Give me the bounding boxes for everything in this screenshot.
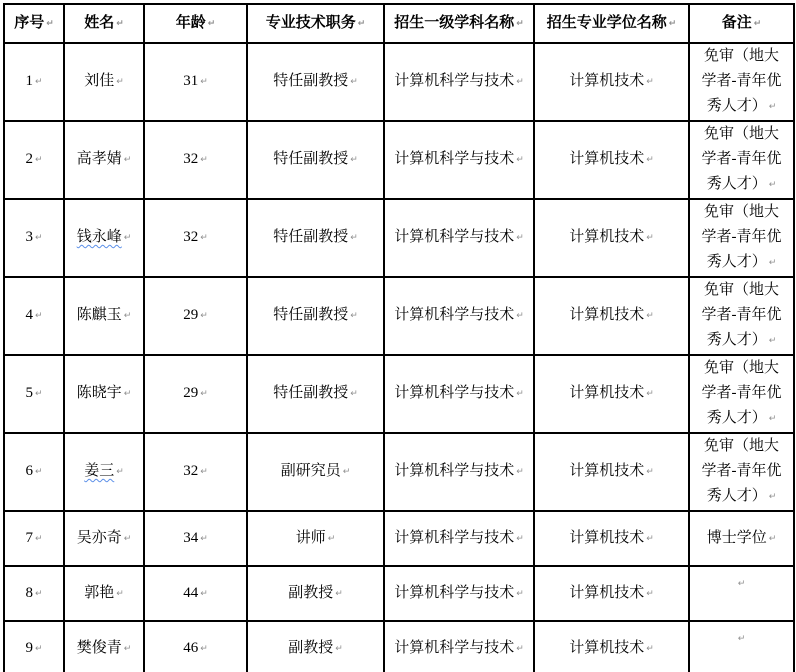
cell-end-mark: ↵: [768, 336, 777, 346]
cell-end-mark: ↵: [646, 588, 654, 599]
cell-end-mark: ↵: [753, 18, 762, 29]
cell-remark[interactable]: [689, 511, 794, 566]
cell-end-mark: ↵: [200, 155, 208, 165]
cell-end-mark: ↵: [350, 155, 358, 165]
cell-end-mark: ↵: [123, 533, 132, 544]
cell-end-mark: ↵: [207, 18, 216, 29]
cell-end-mark: ↵: [646, 155, 654, 165]
title-value: 特任副教授: [273, 229, 349, 245]
title-value: 副研究员: [280, 463, 341, 479]
column-header-name[interactable]: [64, 4, 144, 43]
degree-value: 计算机技术: [569, 463, 645, 479]
cell-end-mark: ↵: [34, 467, 43, 477]
cell-age[interactable]: [144, 199, 247, 277]
cell-age[interactable]: [144, 277, 247, 355]
remark-value: 免审（地大学者-青年优秀人才）: [701, 438, 782, 504]
column-header-label: 姓名: [84, 14, 115, 31]
column-header-label: 年龄: [175, 14, 206, 31]
name-value: 高孝婧: [76, 151, 122, 167]
column-header-label: 序号: [14, 14, 45, 31]
cell-end-mark: ↵: [335, 588, 343, 599]
column-header-label: 备注: [721, 14, 752, 31]
cell-end-mark: ↵: [200, 77, 208, 87]
remark-text: [700, 200, 784, 276]
cell-end-mark: ↵: [737, 634, 746, 644]
cell-end-mark: ↵: [123, 311, 132, 321]
cell-name[interactable]: [64, 43, 144, 121]
cell-end-mark: ↵: [646, 467, 654, 477]
cell-end-mark: ↵: [46, 18, 54, 29]
cell-end-mark: ↵: [34, 389, 43, 399]
cell-end-mark: ↵: [200, 467, 208, 477]
no-value: 6: [25, 463, 33, 479]
cell-end-mark: ↵: [646, 77, 654, 87]
cell-age[interactable]: [144, 121, 247, 199]
cell-end-mark: ↵: [357, 18, 366, 29]
no-value: 2: [25, 151, 33, 167]
cell-end-mark: ↵: [350, 389, 358, 399]
cell-end-mark: ↵: [123, 389, 132, 399]
cell-name[interactable]: [64, 566, 144, 621]
cell-end-mark: ↵: [123, 643, 132, 654]
age-value: 32: [183, 229, 199, 245]
cell-end-mark: ↵: [516, 155, 524, 165]
degree-value: 计算机技术: [569, 584, 645, 601]
cell-end-mark: ↵: [768, 492, 777, 502]
cell-no[interactable]: [4, 277, 64, 355]
cell-age[interactable]: [144, 43, 247, 121]
cell-end-mark: ↵: [200, 311, 208, 321]
cell-end-mark: ↵: [768, 102, 777, 112]
cell-title[interactable]: [247, 199, 384, 277]
degree-value: 计算机技术: [569, 229, 645, 245]
cell-degree[interactable]: [534, 43, 689, 121]
cell-end-mark: ↵: [116, 77, 124, 87]
cell-end-mark: ↵: [516, 18, 524, 29]
cell-end-mark: ↵: [200, 533, 208, 544]
cell-end-mark: ↵: [646, 643, 654, 654]
discipline-value: 计算机科学与技术: [394, 639, 515, 656]
discipline-value: 计算机科学与技术: [394, 73, 515, 89]
cell-name[interactable]: [64, 433, 144, 511]
name-value: 陈麒玉: [76, 307, 122, 323]
remark-value: 免审（地大学者-青年优秀人才）: [701, 360, 782, 426]
cell-end-mark: ↵: [768, 414, 777, 424]
cell-remark[interactable]: [689, 43, 794, 121]
discipline-value: 计算机科学与技术: [394, 151, 515, 167]
cell-end-mark: ↵: [123, 233, 132, 243]
table-row: [4, 621, 794, 672]
remark-text: [700, 44, 784, 120]
remark-value: 免审（地大学者-青年优秀人才）: [701, 126, 782, 192]
remark-value: 免审（地大学者-青年优秀人才）: [701, 282, 782, 348]
cell-discipline[interactable]: [384, 621, 534, 672]
table-row: [4, 199, 794, 277]
cell-remark[interactable]: [689, 199, 794, 277]
degree-value: 计算机技术: [569, 151, 645, 167]
cell-title[interactable]: [247, 566, 384, 621]
cell-title[interactable]: [247, 511, 384, 566]
table-row: [4, 355, 794, 433]
cell-end-mark: ↵: [646, 311, 654, 321]
cell-end-mark: ↵: [516, 533, 524, 544]
table-body: [4, 43, 794, 672]
name-value: 姜三: [84, 463, 115, 479]
cell-end-mark: ↵: [350, 311, 358, 321]
table-row: [4, 277, 794, 355]
cell-remark[interactable]: [689, 121, 794, 199]
cell-name[interactable]: [64, 621, 144, 672]
age-value: 32: [183, 463, 199, 479]
cell-discipline[interactable]: [384, 43, 534, 121]
table-row: [4, 511, 794, 566]
cell-no[interactable]: [4, 511, 64, 566]
cell-name[interactable]: [64, 199, 144, 277]
age-value: 29: [183, 307, 199, 323]
cell-age[interactable]: [144, 355, 247, 433]
cell-remark[interactable]: [689, 566, 794, 621]
cell-discipline[interactable]: [384, 433, 534, 511]
cell-discipline[interactable]: [384, 566, 534, 621]
remark-value: 博士学位: [706, 529, 767, 546]
cell-end-mark: ↵: [516, 77, 524, 87]
cell-age[interactable]: [144, 511, 247, 566]
cell-title[interactable]: [247, 277, 384, 355]
cell-name[interactable]: [64, 511, 144, 566]
cell-end-mark: ↵: [200, 588, 208, 599]
cell-end-mark: ↵: [350, 233, 358, 243]
cell-end-mark: ↵: [335, 643, 343, 654]
degree-value: 计算机技术: [569, 529, 645, 546]
cell-name[interactable]: [64, 121, 144, 199]
cell-degree[interactable]: [534, 121, 689, 199]
cell-end-mark: ↵: [327, 533, 336, 544]
title-value: 特任副教授: [273, 385, 349, 401]
age-value: 31: [183, 73, 199, 89]
cell-name[interactable]: [64, 355, 144, 433]
name-value: 吴亦奇: [76, 529, 122, 546]
cell-end-mark: ↵: [200, 643, 208, 654]
discipline-value: 计算机科学与技术: [394, 229, 515, 245]
cell-no[interactable]: [4, 43, 64, 121]
column-header-discipline[interactable]: [384, 4, 534, 43]
title-value: 副教授: [288, 584, 334, 601]
cell-no[interactable]: [4, 199, 64, 277]
discipline-value: 计算机科学与技术: [394, 463, 515, 479]
cell-end-mark: ↵: [34, 77, 43, 87]
table-row: [4, 43, 794, 121]
cell-end-mark: ↵: [768, 258, 777, 268]
no-value: 4: [25, 307, 33, 323]
discipline-value: 计算机科学与技术: [394, 307, 515, 323]
degree-value: 计算机技术: [569, 307, 645, 323]
cell-age[interactable]: [144, 621, 247, 672]
cell-title[interactable]: [247, 621, 384, 672]
no-value: 5: [25, 385, 33, 401]
no-value: 8: [25, 584, 33, 601]
cell-end-mark: ↵: [342, 467, 351, 477]
name-value: 陈晓宇: [76, 385, 122, 401]
title-value: 特任副教授: [273, 73, 349, 89]
discipline-value: 计算机科学与技术: [394, 385, 515, 401]
remark-value: 免审（地大学者-青年优秀人才）: [701, 204, 782, 270]
remark-text: [700, 526, 784, 552]
column-header-label: 招生专业学位名称: [546, 14, 667, 31]
cell-end-mark: ↵: [516, 311, 524, 321]
cell-no[interactable]: [4, 355, 64, 433]
cell-end-mark: ↵: [34, 588, 43, 599]
remark-value: 免审（地大学者-青年优秀人才）: [701, 48, 782, 114]
remark-text: [700, 356, 784, 432]
cell-discipline[interactable]: [384, 277, 534, 355]
cell-end-mark: ↵: [200, 389, 208, 399]
cell-remark[interactable]: [689, 433, 794, 511]
cell-degree[interactable]: [534, 433, 689, 511]
cell-age[interactable]: [144, 566, 247, 621]
cell-end-mark: ↵: [116, 18, 124, 29]
remark-text: [700, 434, 784, 510]
cell-end-mark: ↵: [34, 311, 43, 321]
cell-title[interactable]: [247, 121, 384, 199]
header-row: [4, 4, 794, 43]
cell-end-mark: ↵: [646, 389, 654, 399]
name-value: 钱永峰: [76, 229, 122, 245]
cell-end-mark: ↵: [116, 588, 124, 599]
column-header-label: 专业技术职务: [265, 14, 356, 31]
cell-no[interactable]: [4, 121, 64, 199]
cell-end-mark: ↵: [350, 77, 358, 87]
cell-title[interactable]: [247, 433, 384, 511]
cell-discipline[interactable]: [384, 355, 534, 433]
column-header-degree[interactable]: [534, 4, 689, 43]
no-value: 3: [25, 229, 33, 245]
cell-end-mark: ↵: [200, 233, 208, 243]
cell-end-mark: ↵: [646, 533, 654, 544]
cell-end-mark: ↵: [737, 579, 746, 589]
discipline-value: 计算机科学与技术: [394, 584, 515, 601]
cell-degree[interactable]: [534, 277, 689, 355]
table-row: [4, 566, 794, 621]
no-value: 1: [25, 73, 33, 89]
age-value: 29: [183, 385, 199, 401]
cell-degree[interactable]: [534, 355, 689, 433]
cell-discipline[interactable]: [384, 121, 534, 199]
name-value: 樊俊青: [76, 639, 122, 656]
cell-title[interactable]: [247, 355, 384, 433]
cell-degree[interactable]: [534, 199, 689, 277]
age-value: 32: [183, 151, 199, 167]
cell-remark[interactable]: [689, 277, 794, 355]
cell-degree[interactable]: [534, 566, 689, 621]
age-value: 44: [183, 584, 199, 601]
column-header-remark[interactable]: [689, 4, 794, 43]
cell-remark[interactable]: [689, 621, 794, 672]
table-row: [4, 433, 794, 511]
title-value: 副教授: [288, 639, 334, 656]
cell-title[interactable]: [247, 43, 384, 121]
cell-end-mark: ↵: [516, 233, 524, 243]
faculty-recruitment-table: [3, 3, 795, 672]
cell-remark[interactable]: [689, 355, 794, 433]
table-row: [4, 121, 794, 199]
cell-end-mark: ↵: [668, 18, 677, 29]
cell-end-mark: ↵: [34, 233, 43, 243]
cell-end-mark: ↵: [768, 180, 777, 190]
cell-end-mark: ↵: [34, 643, 43, 654]
cell-no[interactable]: [4, 566, 64, 621]
column-header-no[interactable]: [4, 4, 64, 43]
name-value: 郭艳: [84, 584, 115, 601]
cell-end-mark: ↵: [116, 467, 124, 477]
cell-end-mark: ↵: [768, 533, 777, 544]
age-value: 46: [183, 639, 199, 656]
column-header-title[interactable]: [247, 4, 384, 43]
cell-degree[interactable]: [534, 621, 689, 672]
title-value: 特任副教授: [273, 307, 349, 323]
remark-text: [700, 278, 784, 354]
cell-degree[interactable]: [534, 511, 689, 566]
title-value: 特任副教授: [273, 151, 349, 167]
cell-end-mark: ↵: [516, 389, 524, 399]
cell-end-mark: ↵: [516, 588, 524, 599]
cell-name[interactable]: [64, 277, 144, 355]
cell-no[interactable]: [4, 433, 64, 511]
cell-discipline[interactable]: [384, 199, 534, 277]
name-value: 刘佳: [84, 73, 115, 89]
remark-text: [700, 122, 784, 198]
degree-value: 计算机技术: [569, 385, 645, 401]
cell-age[interactable]: [144, 433, 247, 511]
cell-end-mark: ↵: [34, 155, 43, 165]
no-value: 9: [25, 639, 33, 656]
column-header-label: 招生一级学科名称: [394, 14, 515, 31]
column-header-age[interactable]: [144, 4, 247, 43]
title-value: 讲师: [295, 529, 326, 546]
discipline-value: 计算机科学与技术: [394, 529, 515, 546]
no-value: 7: [25, 529, 33, 546]
cell-end-mark: ↵: [123, 155, 132, 165]
degree-value: 计算机技术: [569, 73, 645, 89]
cell-end-mark: ↵: [34, 533, 43, 544]
cell-end-mark: ↵: [646, 233, 654, 243]
cell-no[interactable]: [4, 621, 64, 672]
cell-end-mark: ↵: [516, 467, 524, 477]
cell-end-mark: ↵: [516, 643, 524, 654]
cell-discipline[interactable]: [384, 511, 534, 566]
age-value: 34: [183, 529, 199, 546]
degree-value: 计算机技术: [569, 639, 645, 656]
